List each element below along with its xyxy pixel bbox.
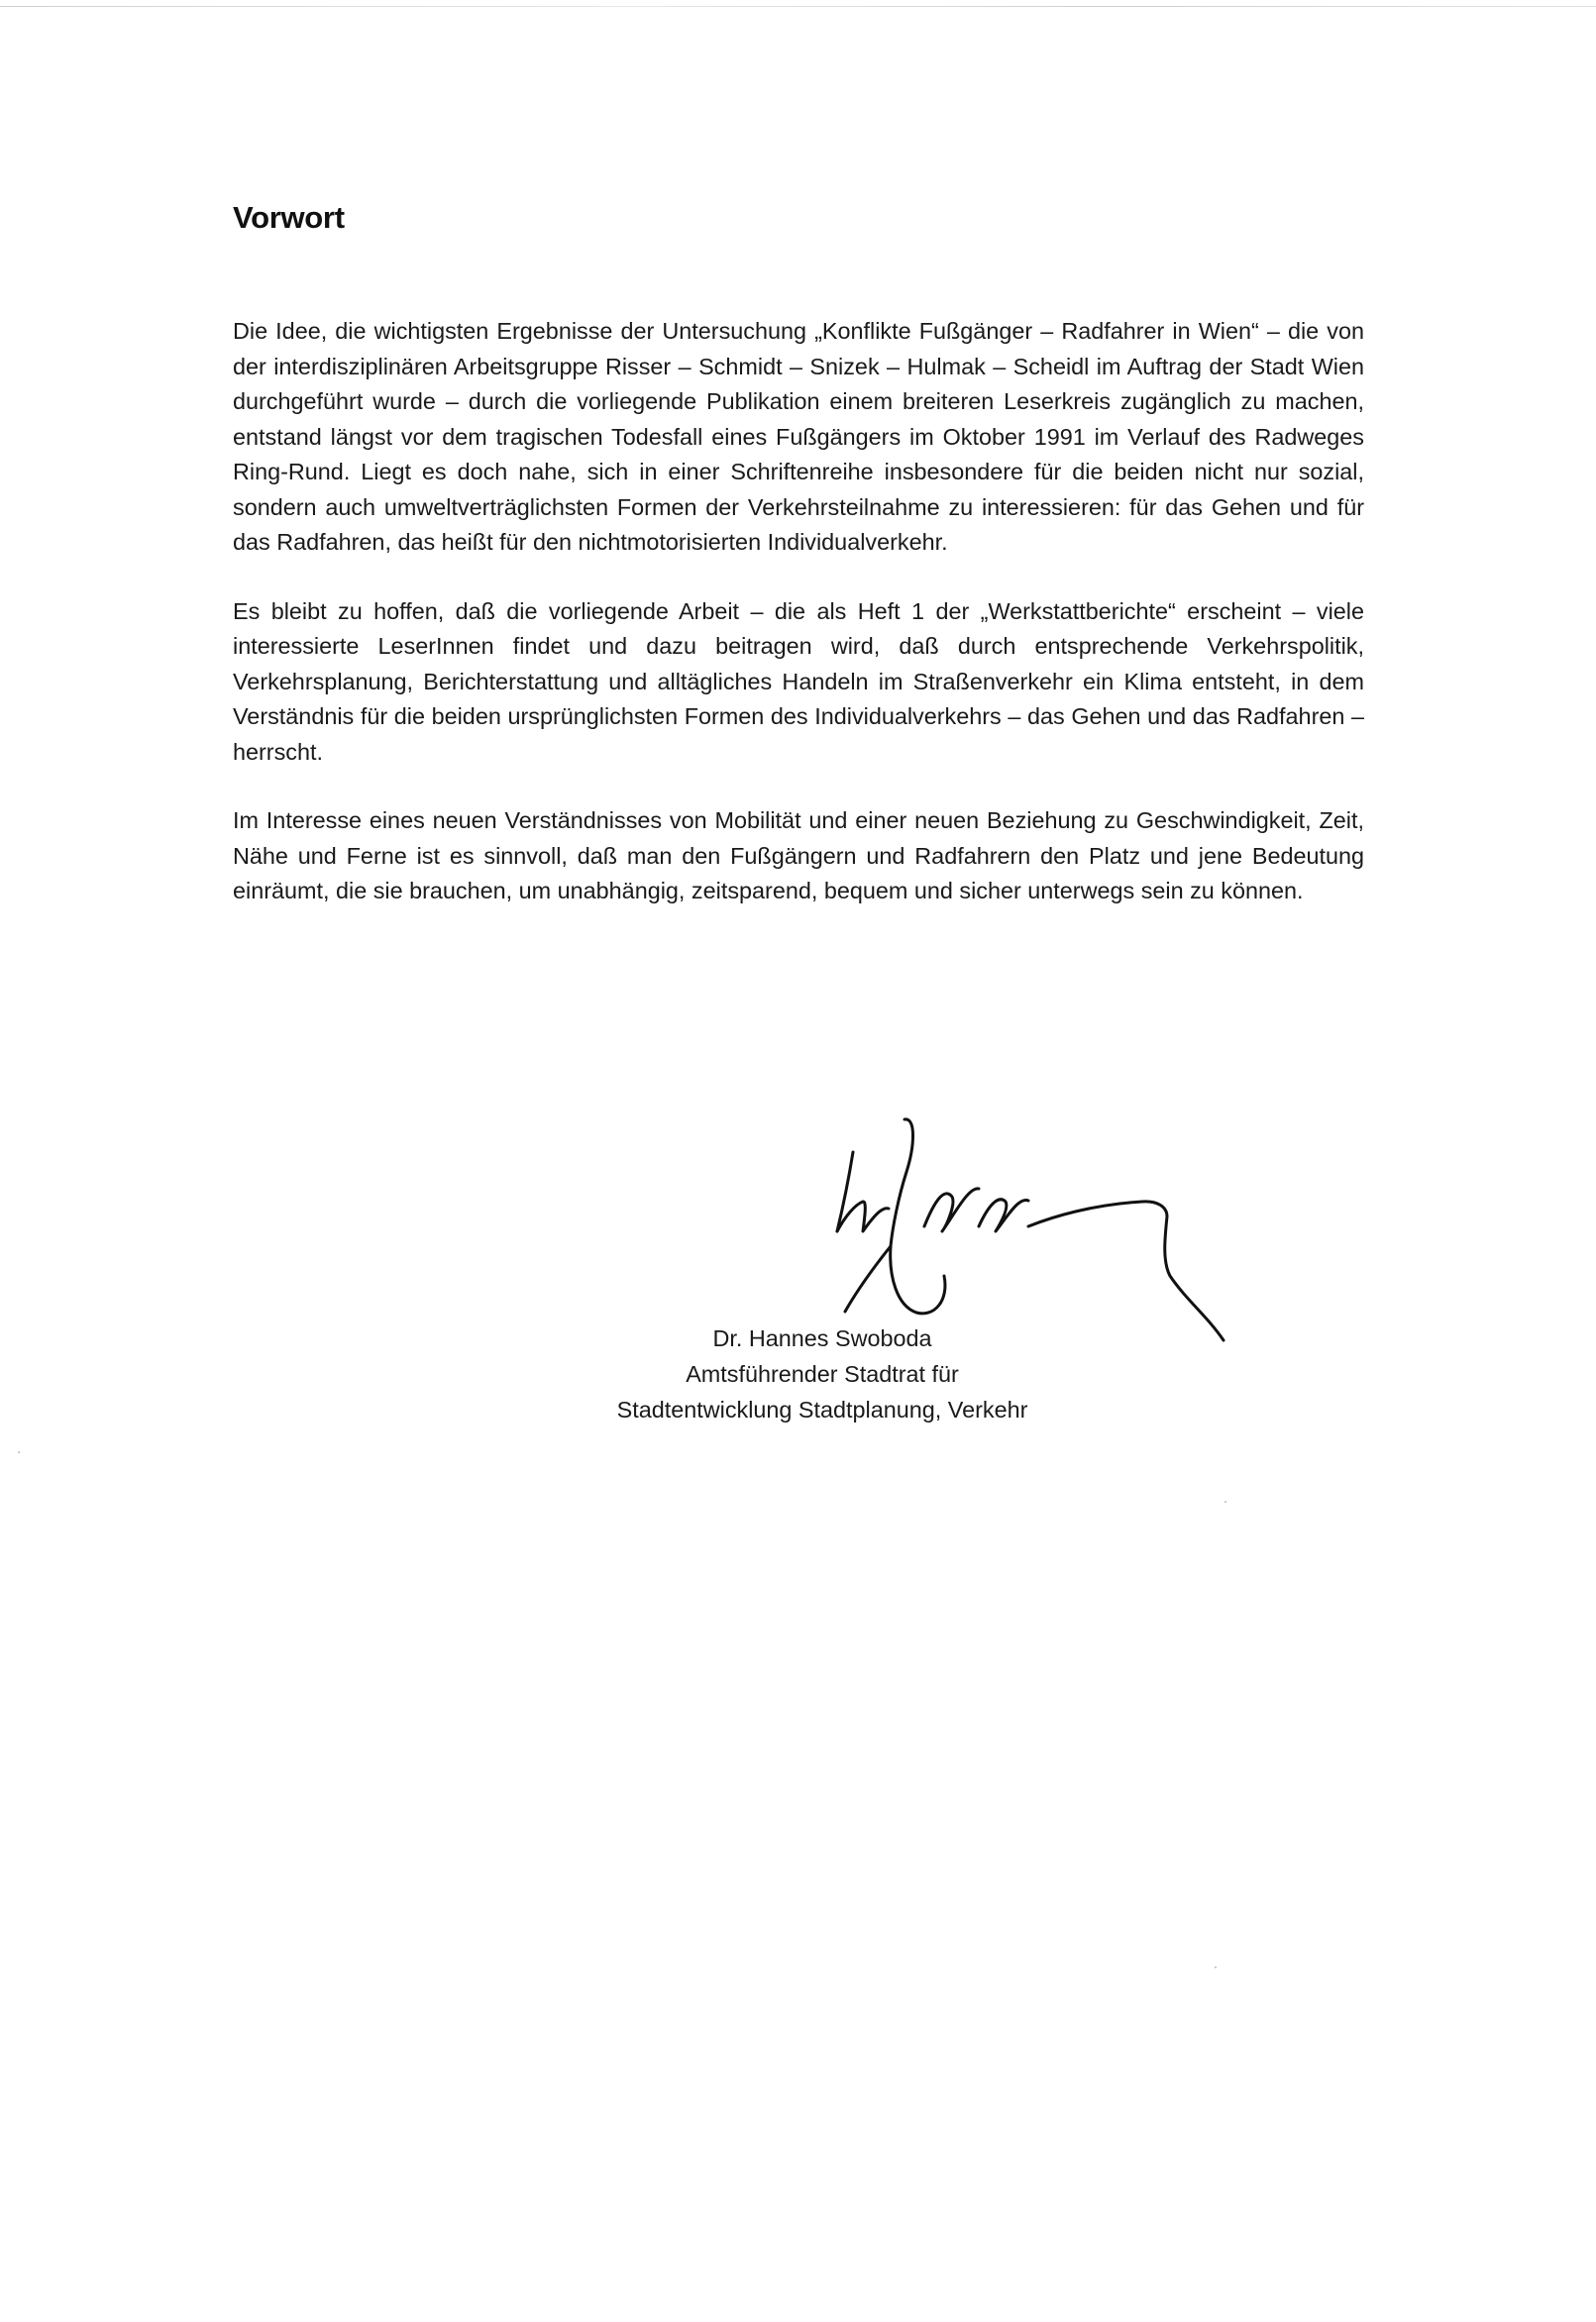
page-title: Vorwort [233, 200, 345, 235]
paragraph-2: Es bleibt zu hoffen, daß die vorliegende Arbeit – die als Heft 1 der „Werkstattberichte“ erscheint – viele interessierte LeserInnen findet und dazu beitragen wird, daß durch entsprechende Verkehrspolitik, Verkehrsplanung, Berichterstattung und alltägliches Handeln im Straßenverkehr ein Klima entsteht, in dem Verständnis für die beiden ursprünglichsten Formen des Individualverkehrs – das Gehen und das Radfahren – herrscht. [233, 597, 1364, 765]
scan-speck [18, 1451, 20, 1453]
signatory-name: Dr. Hannes Swoboda [712, 1325, 932, 1351]
scan-speck [1215, 1966, 1217, 1968]
signatory-department: Stadtentwicklung Stadtplanung, Verkehr [616, 1397, 1028, 1423]
paragraph-1: Die Idee, die wichtigsten Ergebnisse der Untersuchung „Konflikte Fußgänger – Radfahrer in Wien“ – die von der interdisziplinären Arbeitsgruppe Risser – Schmidt – Snizek – Hulmak – Scheidl im Auftrag der Stadt Wien durchgeführt wurde – durch die vorliegende Publikation einem breiteren Leserkreis zugänglich zu machen, entstand längst vor dem tragischen Todesfall eines Fußgängers im Oktober 1991 im Verlauf des Radweges Ring-Rund. Liegt es doch nahe, sich in einer Schriftenreihe insbesondere für die beiden nicht nur sozial, sondern auch umweltverträglichsten Formen der Verkehrsteilnahme zu interessieren: für das Gehen und für das Radfahren, das heißt für den nichtmotorisierten Individualverkehr. [233, 318, 1364, 555]
scan-speck [1224, 1501, 1226, 1503]
scan-edge-line [0, 6, 1596, 7]
paragraph-3: Im Interesse eines neuen Verständnisses von Mobilität und einer neuen Beziehung zu Geschwindigkeit, Zeit, Nähe und Ferne ist es sinnvoll, daß man den Fußgängern und Radfahrern den Platz und jene Bedeutung einräumt, die sie brauchen, um unabhängig, zeitsparend, bequem und sicher unterwegs sein zu können. [233, 807, 1364, 903]
body-text [233, 314, 1364, 943]
handwritten-signature [825, 1117, 1271, 1350]
signatory-role: Amtsführender Stadtrat für [686, 1361, 959, 1387]
signature-block [575, 1320, 1070, 1427]
